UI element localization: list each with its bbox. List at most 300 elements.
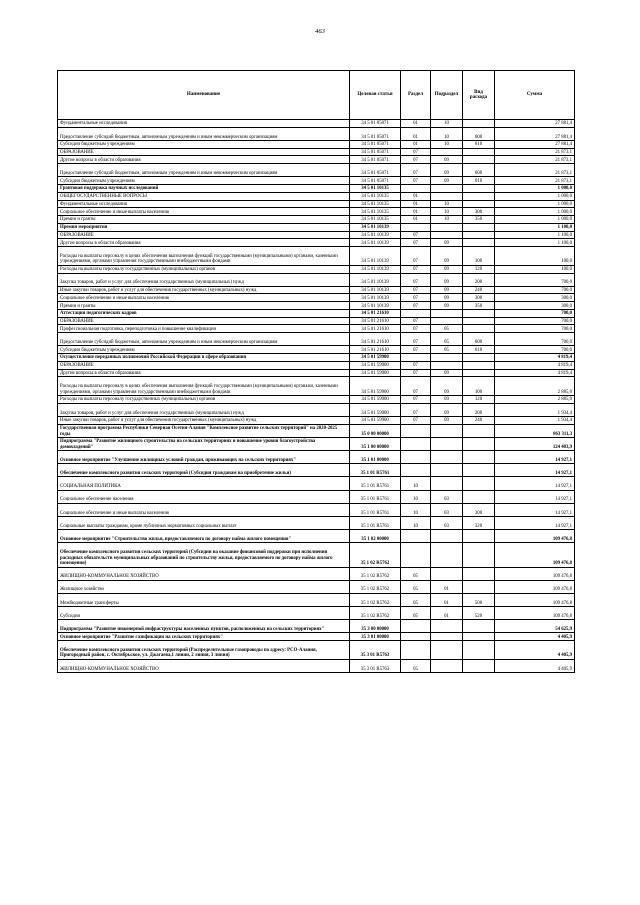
cell-section: 05 bbox=[401, 607, 431, 620]
cell-sum: 21 873,1 bbox=[495, 177, 575, 185]
cell-section bbox=[401, 424, 431, 437]
cell-sum: 27 881,4 bbox=[495, 127, 575, 140]
cell-code: 34 5 01 10139 bbox=[350, 247, 401, 266]
cell-code: 34 5 01 59900 bbox=[350, 416, 401, 424]
cell-sum: 1 000,0 bbox=[495, 208, 575, 216]
cell-subsection bbox=[431, 309, 463, 317]
cell-type bbox=[463, 156, 495, 164]
cell-section bbox=[401, 185, 431, 193]
cell-sum: 700,0 bbox=[495, 333, 575, 346]
cell-section bbox=[401, 464, 431, 477]
cell-type bbox=[463, 223, 495, 231]
cell-type bbox=[463, 192, 495, 200]
cell-section: 07 bbox=[401, 156, 431, 164]
table-row bbox=[58, 424, 575, 437]
cell-name: Грантовая поддержка научных исследований bbox=[58, 185, 350, 193]
cell-type: 300 bbox=[463, 294, 495, 302]
cell-code: 34 5 01 59900 bbox=[350, 354, 401, 362]
cell-code: 34 5 01 59900 bbox=[350, 396, 401, 404]
cell-section: 07 bbox=[401, 294, 431, 302]
cell-section: 01 bbox=[401, 216, 431, 224]
cell-code: 34 5 01 10139 bbox=[350, 223, 401, 231]
cell-name: Закупка товаров, работ и услуг для обеспечения государственных (муниципальных) нужд bbox=[58, 403, 350, 416]
cell-type: 120 bbox=[463, 396, 495, 404]
cell-section: 05 bbox=[401, 593, 431, 606]
cell-name: ОБРАЗОВАНИЕ bbox=[58, 361, 350, 369]
cell-code: 35 1 02 R5762 bbox=[350, 580, 401, 593]
cell-code: 35 1 02 R5762 bbox=[350, 543, 401, 567]
cell-subsection bbox=[431, 659, 463, 672]
cell-name: Жилищное хозяйство bbox=[58, 580, 350, 593]
cell-sum: 100,0 bbox=[495, 247, 575, 266]
cell-sum: 109 476,8 bbox=[495, 567, 575, 580]
cell-sum: 300,0 bbox=[495, 302, 575, 310]
cell-name: ЖИЛИЩНО-КОММУНАЛЬНОЕ ХОЗЯЙСТВО bbox=[58, 567, 350, 580]
table-row bbox=[58, 659, 575, 672]
cell-sum: 109 476,8 bbox=[495, 593, 575, 606]
table-row bbox=[58, 185, 575, 193]
table-row bbox=[58, 200, 575, 208]
cell-code: 35 3 00 00000 bbox=[350, 620, 401, 633]
table-row bbox=[58, 140, 575, 148]
cell-section: 07 bbox=[401, 416, 431, 424]
cell-subsection bbox=[431, 543, 463, 567]
cell-type: 350 bbox=[463, 216, 495, 224]
cell-sum: 54 625,9 bbox=[495, 620, 575, 633]
table-row bbox=[58, 633, 575, 641]
table-row bbox=[58, 580, 575, 593]
cell-section: 07 bbox=[401, 377, 431, 396]
cell-code: 35 1 01 R5761 bbox=[350, 490, 401, 503]
cell-sum: 4 819,4 bbox=[495, 354, 575, 362]
cell-type: 600 bbox=[463, 164, 495, 177]
cell-code: 34 5 01 59900 bbox=[350, 369, 401, 377]
cell-subsection bbox=[431, 223, 463, 231]
cell-section bbox=[401, 354, 431, 362]
table-row bbox=[58, 464, 575, 477]
cell-type bbox=[463, 567, 495, 580]
cell-sum: 4 405,9 bbox=[495, 641, 575, 660]
cell-sum: 700,0 bbox=[495, 273, 575, 286]
cell-code: 34 5 01 05071 bbox=[350, 120, 401, 128]
cell-name: Основное мероприятие "Улучшение жилищных условий граждан, проживающих на сельских территориях" bbox=[58, 451, 350, 464]
cell-sum: 14 927,1 bbox=[495, 451, 575, 464]
cell-subsection: 09 bbox=[431, 177, 463, 185]
cell-code: 34 5 01 10139 bbox=[350, 231, 401, 239]
cell-code: 34 5 01 10135 bbox=[350, 216, 401, 224]
table-row bbox=[58, 451, 575, 464]
cell-name: Другие вопросы в области образования bbox=[58, 239, 350, 247]
cell-type bbox=[463, 659, 495, 672]
cell-code: 34 5 01 05071 bbox=[350, 156, 401, 164]
cell-sum: 1 100,0 bbox=[495, 223, 575, 231]
cell-sum: 1 000,0 bbox=[495, 192, 575, 200]
table-row bbox=[58, 416, 575, 424]
cell-subsection: 09 bbox=[431, 156, 463, 164]
cell-sum: 4 819,4 bbox=[495, 361, 575, 369]
cell-code: 35 1 01 R5761 bbox=[350, 517, 401, 530]
cell-subsection: 10 bbox=[431, 127, 463, 140]
cell-name: Основное мероприятие "Строительство жилья, предоставляемого по договору найма жилого помещения" bbox=[58, 530, 350, 543]
cell-name: Субсидии бюджетным учреждениям bbox=[58, 140, 350, 148]
cell-name: Обеспечение комплексного развития сельских территорий (Субсидия гражданам на приобретение жилья) bbox=[58, 464, 350, 477]
cell-name: Основное мероприятие "Развитие газификации на сельских территориях" bbox=[58, 633, 350, 641]
cell-subsection: 10 bbox=[431, 140, 463, 148]
cell-subsection bbox=[431, 231, 463, 239]
cell-subsection bbox=[431, 477, 463, 490]
cell-name: Социальное обеспечение и иные выплаты населению bbox=[58, 294, 350, 302]
cell-code: 34 5 01 10139 bbox=[350, 286, 401, 294]
cell-sum: 21 873,1 bbox=[495, 156, 575, 164]
cell-name: Предоставление субсидий бюджетным, автономным учреждениям и иным некоммерческим организациям bbox=[58, 164, 350, 177]
cell-section: 10 bbox=[401, 517, 431, 530]
cell-type bbox=[463, 185, 495, 193]
cell-name: ОБРАЗОВАНИЕ bbox=[58, 231, 350, 239]
budget-table bbox=[57, 70, 575, 673]
cell-section bbox=[401, 437, 431, 450]
cell-type: 300 bbox=[463, 208, 495, 216]
cell-type: 610 bbox=[463, 346, 495, 354]
cell-subsection: 10 bbox=[431, 120, 463, 128]
cell-section: 07 bbox=[401, 346, 431, 354]
cell-sum: 1 934,4 bbox=[495, 416, 575, 424]
table-row bbox=[58, 164, 575, 177]
table-row bbox=[58, 216, 575, 224]
cell-name: ОБЩЕГОСУДАРСТВЕННЫЕ ВОПРОСЫ bbox=[58, 192, 350, 200]
table-row bbox=[58, 247, 575, 266]
cell-type bbox=[463, 530, 495, 543]
cell-type: 350 bbox=[463, 302, 495, 310]
cell-name: Профессиональная подготовка, переподготовка и повышение квалификации bbox=[58, 325, 350, 333]
cell-sum: 14 927,1 bbox=[495, 464, 575, 477]
cell-name: Социальное обеспечение и иные выплаты населению bbox=[58, 503, 350, 516]
cell-code: 34 5 01 05071 bbox=[350, 177, 401, 185]
cell-sum: 2 885,0 bbox=[495, 377, 575, 396]
cell-type: 520 bbox=[463, 607, 495, 620]
cell-type bbox=[463, 239, 495, 247]
cell-sum: 4 405,9 bbox=[495, 633, 575, 641]
cell-section: 01 bbox=[401, 127, 431, 140]
table-row bbox=[58, 317, 575, 325]
cell-section: 07 bbox=[401, 148, 431, 156]
cell-section: 10 bbox=[401, 503, 431, 516]
cell-subsection: 09 bbox=[431, 416, 463, 424]
cell-code: 34 5 01 10139 bbox=[350, 273, 401, 286]
cell-name: Предоставление субсидий бюджетным, автономным учреждениям и иным некоммерческим организациям bbox=[58, 127, 350, 140]
cell-sum: 21 873,1 bbox=[495, 164, 575, 177]
table-row bbox=[58, 567, 575, 580]
cell-subsection: 03 bbox=[431, 517, 463, 530]
cell-name: Обеспечение комплексного развития сельских территорий (Субсидии на оказание финансовой поддержки при исполнении расходных обязательств муниципальных образований по строительству жилья, предоставляемого по договору найма жилого помещения) bbox=[58, 543, 350, 567]
table-row bbox=[58, 593, 575, 606]
cell-section: 05 bbox=[401, 567, 431, 580]
cell-type bbox=[463, 543, 495, 567]
cell-type bbox=[463, 437, 495, 450]
cell-type bbox=[463, 641, 495, 660]
cell-code: 35 0 00 00000 bbox=[350, 424, 401, 437]
cell-subsection: 09 bbox=[431, 396, 463, 404]
cell-name: Расходы на выплаты персоналу в целях обеспечения выполнения функций государственными (муниципальными) органами, казенными учреждениями, органами управления государственными внебюджетными фондами bbox=[58, 247, 350, 266]
cell-sum: 109 476,8 bbox=[495, 530, 575, 543]
cell-code: 35 1 02 R5762 bbox=[350, 607, 401, 620]
cell-sum: 109 476,8 bbox=[495, 543, 575, 567]
cell-section: 01 bbox=[401, 140, 431, 148]
cell-code: 34 5 01 21610 bbox=[350, 346, 401, 354]
cell-sum: 1 934,4 bbox=[495, 403, 575, 416]
cell-sum: 4 819,4 bbox=[495, 369, 575, 377]
cell-type: 600 bbox=[463, 333, 495, 346]
cell-subsection: 09 bbox=[431, 403, 463, 416]
cell-type bbox=[463, 231, 495, 239]
table-row bbox=[58, 361, 575, 369]
cell-subsection: 09 bbox=[431, 286, 463, 294]
cell-name: Субсидии bbox=[58, 607, 350, 620]
cell-type: 100 bbox=[463, 247, 495, 266]
table-row bbox=[58, 641, 575, 660]
cell-type bbox=[463, 580, 495, 593]
cell-section: 10 bbox=[401, 490, 431, 503]
cell-name: СОЦИАЛЬНАЯ ПОЛИТИКА bbox=[58, 477, 350, 490]
cell-code: 34 5 01 10139 bbox=[350, 294, 401, 302]
cell-name: Другие вопросы в области образования bbox=[58, 369, 350, 377]
cell-section: 07 bbox=[401, 286, 431, 294]
cell-name: Субсидии бюджетным учреждениям bbox=[58, 346, 350, 354]
cell-subsection: 01 bbox=[431, 593, 463, 606]
cell-section: 07 bbox=[401, 273, 431, 286]
table-row bbox=[58, 377, 575, 396]
cell-name: ОБРАЗОВАНИЕ bbox=[58, 317, 350, 325]
cell-subsection: 05 bbox=[431, 346, 463, 354]
cell-subsection: 09 bbox=[431, 273, 463, 286]
cell-code: 34 5 01 21610 bbox=[350, 309, 401, 317]
table-row bbox=[58, 208, 575, 216]
cell-subsection: 09 bbox=[431, 377, 463, 396]
cell-section bbox=[401, 641, 431, 660]
cell-code: 34 5 01 05071 bbox=[350, 127, 401, 140]
cell-sum: 300,0 bbox=[495, 294, 575, 302]
cell-sum: 1 000,0 bbox=[495, 216, 575, 224]
cell-name: Предоставление субсидий бюджетным, автономным учреждениям и иным некоммерческим организациям bbox=[58, 333, 350, 346]
table-row bbox=[58, 396, 575, 404]
table-row bbox=[58, 120, 575, 128]
cell-type: 120 bbox=[463, 265, 495, 273]
cell-section bbox=[401, 309, 431, 317]
table-row bbox=[58, 346, 575, 354]
cell-subsection: 09 bbox=[431, 247, 463, 266]
cell-name: Расходы на выплаты персоналу в целях обеспечения выполнения функций государственными (муниципальными) органами, казенными учреждениями, органами управления государственными внебюджетными фондами bbox=[58, 377, 350, 396]
cell-code: 34 5 01 10139 bbox=[350, 265, 401, 273]
cell-name: Подпрограмма "Развитие жилищного строительства на сельских территориях и повышение уровня благоустройства домовладений" bbox=[58, 437, 350, 450]
table-row bbox=[58, 302, 575, 310]
cell-code: 34 5 01 10135 bbox=[350, 200, 401, 208]
cell-code: 34 5 01 10135 bbox=[350, 185, 401, 193]
cell-sum: 124 403,9 bbox=[495, 437, 575, 450]
cell-type bbox=[463, 309, 495, 317]
cell-sum: 27 881,4 bbox=[495, 140, 575, 148]
cell-code: 34 5 01 59900 bbox=[350, 361, 401, 369]
cell-code: 35 1 02 R5762 bbox=[350, 593, 401, 606]
cell-subsection bbox=[431, 451, 463, 464]
cell-section: 05 bbox=[401, 659, 431, 672]
cell-sum: 1 000,0 bbox=[495, 185, 575, 193]
cell-code: 34 5 01 10139 bbox=[350, 302, 401, 310]
cell-code: 35 1 00 00000 bbox=[350, 437, 401, 450]
table-row bbox=[58, 239, 575, 247]
cell-section: 07 bbox=[401, 333, 431, 346]
cell-name: Другие вопросы в области образования bbox=[58, 156, 350, 164]
cell-subsection bbox=[431, 424, 463, 437]
cell-subsection: 10 bbox=[431, 216, 463, 224]
cell-subsection bbox=[431, 185, 463, 193]
cell-code: 34 5 01 10135 bbox=[350, 192, 401, 200]
cell-section: 07 bbox=[401, 317, 431, 325]
table-row bbox=[58, 477, 575, 490]
cell-sum: 14 927,1 bbox=[495, 503, 575, 516]
table-row bbox=[58, 437, 575, 450]
cell-section: 07 bbox=[401, 177, 431, 185]
cell-subsection: 05 bbox=[431, 325, 463, 333]
table-row bbox=[58, 333, 575, 346]
cell-type bbox=[463, 361, 495, 369]
header-code: Целевая статья bbox=[350, 71, 401, 120]
cell-section: 07 bbox=[401, 247, 431, 266]
cell-sum: 1 100,0 bbox=[495, 239, 575, 247]
cell-sum: 27 881,4 bbox=[495, 120, 575, 128]
cell-section: 01 bbox=[401, 200, 431, 208]
cell-subsection: 03 bbox=[431, 503, 463, 516]
cell-subsection: 01 bbox=[431, 607, 463, 620]
cell-sum: 700,0 bbox=[495, 286, 575, 294]
table-row bbox=[58, 490, 575, 503]
cell-type bbox=[463, 424, 495, 437]
table-row bbox=[58, 177, 575, 185]
cell-subsection bbox=[431, 641, 463, 660]
cell-section: 07 bbox=[401, 239, 431, 247]
cell-section: 07 bbox=[401, 396, 431, 404]
table-row bbox=[58, 607, 575, 620]
cell-type: 500 bbox=[463, 593, 495, 606]
cell-type bbox=[463, 633, 495, 641]
cell-type bbox=[463, 490, 495, 503]
cell-section bbox=[401, 620, 431, 633]
cell-code: 35 1 01 R5761 bbox=[350, 464, 401, 477]
cell-name: Аттестация педагогических кадров bbox=[58, 309, 350, 317]
cell-sum: 21 873,1 bbox=[495, 148, 575, 156]
cell-name: Расходы на выплаты персоналу государственных (муниципальных) органов bbox=[58, 265, 350, 273]
cell-subsection bbox=[431, 361, 463, 369]
cell-sum: 1 000,0 bbox=[495, 200, 575, 208]
cell-sum: 700,0 bbox=[495, 317, 575, 325]
cell-type: 100 bbox=[463, 377, 495, 396]
cell-type: 610 bbox=[463, 177, 495, 185]
cell-type bbox=[463, 317, 495, 325]
cell-code: 34 5 01 10135 bbox=[350, 208, 401, 216]
cell-sum: 100,0 bbox=[495, 265, 575, 273]
cell-section bbox=[401, 633, 431, 641]
cell-section: 07 bbox=[401, 231, 431, 239]
cell-section: 05 bbox=[401, 580, 431, 593]
cell-name: Закупка товаров, работ и услуг для обеспечения государственных (муниципальных) нужд bbox=[58, 273, 350, 286]
header-subsection: Подраздел bbox=[431, 71, 463, 120]
cell-sum: 1 100,0 bbox=[495, 231, 575, 239]
cell-code: 34 5 01 10139 bbox=[350, 239, 401, 247]
cell-code: 35 1 02 00000 bbox=[350, 530, 401, 543]
table-body bbox=[58, 120, 575, 673]
cell-name: Иные закупки товаров, работ и услуг для обеспечения государственных (муниципальных) нужд bbox=[58, 286, 350, 294]
cell-type bbox=[463, 620, 495, 633]
cell-type bbox=[463, 148, 495, 156]
cell-name: Обеспечение комплексного развития сельских территорий (Распределительные газопроводы по адресу: РСО-Алания, Пригородный район, с. Октябрьское, ул. Джагаева,1 линии, 2 линия, 3 линия) bbox=[58, 641, 350, 660]
cell-code: 35 3 01 00000 bbox=[350, 633, 401, 641]
cell-sum: 2 885,0 bbox=[495, 396, 575, 404]
cell-code: 34 5 01 21610 bbox=[350, 325, 401, 333]
cell-section: 01 bbox=[401, 208, 431, 216]
cell-name: Премии и гранты bbox=[58, 302, 350, 310]
cell-code: 35 1 01 00000 bbox=[350, 451, 401, 464]
cell-sum: 14 927,1 bbox=[495, 517, 575, 530]
cell-code: 34 5 01 21610 bbox=[350, 317, 401, 325]
cell-subsection bbox=[431, 192, 463, 200]
cell-section: 07 bbox=[401, 325, 431, 333]
cell-name: Премии и гранты bbox=[58, 216, 350, 224]
cell-sum: 14 927,1 bbox=[495, 490, 575, 503]
cell-type bbox=[463, 477, 495, 490]
cell-subsection bbox=[431, 354, 463, 362]
cell-type bbox=[463, 120, 495, 128]
cell-type bbox=[463, 451, 495, 464]
table-row bbox=[58, 265, 575, 273]
cell-section: 07 bbox=[401, 403, 431, 416]
cell-type bbox=[463, 369, 495, 377]
cell-code: 34 5 01 05071 bbox=[350, 148, 401, 156]
cell-subsection bbox=[431, 437, 463, 450]
cell-code: 34 5 01 59900 bbox=[350, 377, 401, 396]
cell-sum: 4 405,9 bbox=[495, 659, 575, 672]
cell-section bbox=[401, 451, 431, 464]
cell-subsection: 09 bbox=[431, 239, 463, 247]
table-row bbox=[58, 325, 575, 333]
table-row bbox=[58, 517, 575, 530]
cell-section: 07 bbox=[401, 361, 431, 369]
table-row bbox=[58, 148, 575, 156]
table-header-row bbox=[58, 71, 575, 120]
cell-section: 07 bbox=[401, 265, 431, 273]
cell-subsection bbox=[431, 567, 463, 580]
table-row bbox=[58, 231, 575, 239]
cell-sum: 863 311,3 bbox=[495, 424, 575, 437]
cell-type: 200 bbox=[463, 273, 495, 286]
cell-name: Иные закупки товаров, работ и услуг для обеспечения государственных (муниципальных) нужд bbox=[58, 416, 350, 424]
cell-section: 07 bbox=[401, 369, 431, 377]
cell-type: 240 bbox=[463, 286, 495, 294]
cell-name: Фундаментальные исследования bbox=[58, 200, 350, 208]
cell-code: 34 5 01 05071 bbox=[350, 140, 401, 148]
cell-section: 01 bbox=[401, 192, 431, 200]
cell-sum: 700,0 bbox=[495, 325, 575, 333]
cell-sum: 700,0 bbox=[495, 346, 575, 354]
cell-subsection: 09 bbox=[431, 294, 463, 302]
table-row bbox=[58, 156, 575, 164]
cell-type bbox=[463, 354, 495, 362]
cell-type: 600 bbox=[463, 127, 495, 140]
table-row bbox=[58, 403, 575, 416]
cell-subsection: 03 bbox=[431, 490, 463, 503]
table-row bbox=[58, 309, 575, 317]
cell-name: Социальные выплаты гражданам, кроме публичных нормативных социальных выплат bbox=[58, 517, 350, 530]
cell-subsection bbox=[431, 148, 463, 156]
cell-name: Фундаментальные исследования bbox=[58, 120, 350, 128]
cell-section bbox=[401, 223, 431, 231]
